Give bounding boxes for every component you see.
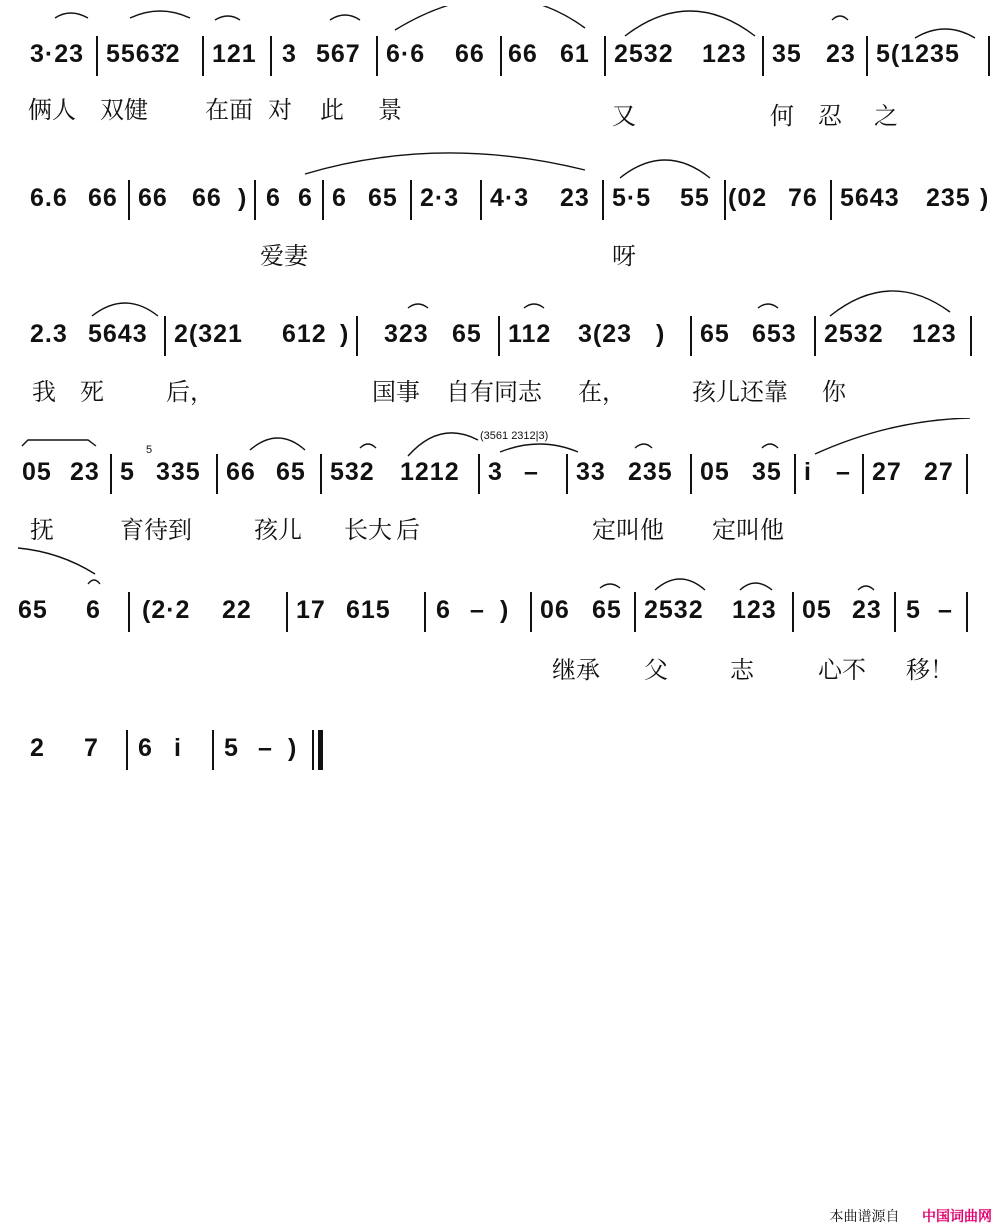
note: 6 [86, 596, 101, 624]
note: 5643 [88, 320, 148, 348]
note: 532 [330, 458, 375, 486]
barline [128, 592, 130, 632]
lyric: 育待到 [120, 516, 192, 544]
lyric: 双健 [100, 96, 148, 124]
barline [322, 180, 324, 220]
barline [530, 592, 532, 632]
note: 1212 [400, 458, 460, 486]
barline [270, 36, 272, 76]
lyric: 忍 [818, 102, 842, 130]
note: 2532 [644, 596, 704, 624]
note: 2.3 [30, 320, 68, 348]
note: 2 [30, 734, 45, 762]
note: 323 [384, 320, 429, 348]
note: 06 [540, 596, 570, 624]
barline [690, 316, 692, 356]
note: 5643 [840, 184, 900, 212]
note: 65 [276, 458, 306, 486]
note: 2·3 [420, 184, 460, 212]
lyric: 继承 [552, 656, 600, 684]
lyric: 移！ [906, 656, 954, 684]
barline [602, 180, 604, 220]
barline [966, 592, 968, 632]
lyric: 你 [822, 378, 846, 406]
barline [312, 730, 314, 770]
barline [566, 454, 568, 494]
note-row-4 [0, 430, 1000, 498]
lyric: 父 [644, 656, 668, 684]
note: 65 [452, 320, 482, 348]
lyric: 孩儿 [254, 516, 302, 544]
note: ) [980, 184, 990, 212]
barline [478, 454, 480, 494]
lyric: 死 [80, 378, 104, 406]
note: 123 [912, 320, 957, 348]
note: 567 [316, 40, 361, 68]
note: i [174, 734, 182, 762]
barline [498, 316, 500, 356]
site-label[interactable]: 中国词曲网 [922, 1209, 992, 1225]
lyric: 俩人 [28, 96, 76, 124]
barline [254, 180, 256, 220]
note: 6.6 [30, 184, 68, 212]
note: 3(23 [578, 320, 633, 348]
barline [794, 454, 796, 494]
barline [320, 454, 322, 494]
note: – [836, 458, 851, 486]
note: 5 [906, 596, 921, 624]
note: 3 [488, 458, 503, 486]
lyric: 定叫他 [712, 516, 784, 544]
grace-notes: (3561 2312|3) [480, 430, 549, 442]
lyric: 后， [166, 378, 214, 406]
note: 123 [702, 40, 747, 68]
lyric: 在面 [205, 96, 253, 124]
note: 22 [222, 596, 252, 624]
lyric: 志 [730, 656, 754, 684]
note: 5 [120, 458, 135, 486]
barline [128, 180, 130, 220]
barline [500, 36, 502, 76]
barline [356, 316, 358, 356]
barline [690, 454, 692, 494]
note: 615 [346, 596, 391, 624]
barline [212, 730, 214, 770]
note-row-2 [0, 184, 1000, 224]
source-label: 本曲谱源自 [829, 1209, 900, 1225]
lyric: 又 [612, 102, 636, 130]
note: (2·2 [142, 596, 191, 624]
note-row-5 [0, 596, 1000, 636]
lyric: 后 [396, 516, 420, 544]
note: 65 [18, 596, 48, 624]
note: ) [288, 734, 298, 762]
note: 23 [560, 184, 590, 212]
footer-credit [830, 1206, 992, 1226]
lyric-row-4 [0, 510, 1000, 542]
barline [164, 316, 166, 356]
note: 65 [368, 184, 398, 212]
note: 05 [802, 596, 832, 624]
note: 2532 [614, 40, 674, 68]
note: 5·5 [612, 184, 652, 212]
note: 76 [788, 184, 818, 212]
barline [410, 180, 412, 220]
note: 6 [332, 184, 347, 212]
note: ) [238, 184, 248, 212]
note: 66 [226, 458, 256, 486]
lyric: 之 [874, 102, 898, 130]
note-row-1 [0, 40, 1000, 80]
lyric: 心不 [818, 656, 866, 684]
barline [424, 592, 426, 632]
note: 66 [508, 40, 538, 68]
note: 66 [138, 184, 168, 212]
barline [202, 36, 204, 76]
note: 6 [266, 184, 281, 212]
note: 66 [455, 40, 485, 68]
note-row-3 [0, 320, 1000, 360]
note: 123 [732, 596, 777, 624]
note: 6 [436, 596, 451, 624]
note: 23 [852, 596, 882, 624]
note: 235 [628, 458, 673, 486]
barline [724, 180, 726, 220]
barline [862, 454, 864, 494]
note: 5563̇2 [106, 40, 181, 68]
grace-note: 5 [146, 444, 153, 456]
note: 27 [924, 458, 954, 486]
note: – [938, 596, 953, 624]
lyric: 爱妻 [260, 242, 308, 270]
lyric-row-2 [0, 236, 1000, 268]
note: 612 [282, 320, 327, 348]
barline [604, 36, 606, 76]
barline [830, 180, 832, 220]
barline [814, 316, 816, 356]
lyric: 在， [578, 378, 626, 406]
note: 5 [224, 734, 239, 762]
barline [480, 180, 482, 220]
note: 66 [192, 184, 222, 212]
note: 27 [872, 458, 902, 486]
barline [988, 36, 990, 76]
barline [376, 36, 378, 76]
note: 35 [772, 40, 802, 68]
note: 6 [138, 734, 153, 762]
barline [634, 592, 636, 632]
note: 05 [700, 458, 730, 486]
note: ) [340, 320, 350, 348]
lyric: 国事 [372, 378, 420, 406]
lyric: 定叫他 [592, 516, 664, 544]
lyric: 孩儿还靠 [692, 378, 788, 406]
barline [286, 592, 288, 632]
note: (02 [728, 184, 768, 212]
note: 61 [560, 40, 590, 68]
note: 23 [826, 40, 856, 68]
barline [970, 316, 972, 356]
barline [216, 454, 218, 494]
note: 3 [282, 40, 297, 68]
note: 335 [156, 458, 201, 486]
note: 6·6 [386, 40, 426, 68]
lyric: 何 [770, 102, 794, 130]
note: 33 [576, 458, 606, 486]
note: 6 [298, 184, 313, 212]
barline [866, 36, 868, 76]
final-barline [318, 730, 323, 770]
note: 23 [70, 458, 100, 486]
note: – [258, 734, 273, 762]
note: 2(321 [174, 320, 243, 348]
lyric: 抚 [30, 516, 54, 544]
barline [110, 454, 112, 494]
note: 112 [508, 320, 552, 348]
note: ) [656, 320, 666, 348]
note: 2532 [824, 320, 884, 348]
note: 653 [752, 320, 797, 348]
note: 05 [22, 458, 52, 486]
note: 235 [926, 184, 971, 212]
lyric: 呀 [612, 242, 636, 270]
lyric: 自有同志 [446, 378, 542, 406]
barline [96, 36, 98, 76]
lyric: 景 [378, 96, 402, 124]
note: 4·3 [490, 184, 530, 212]
note: 65 [700, 320, 730, 348]
lyric: 长大 [344, 516, 392, 544]
note: – [470, 596, 485, 624]
lyric: 我 [32, 378, 56, 406]
note: 55 [680, 184, 710, 212]
lyric-row-1 [0, 90, 1000, 130]
note: i [804, 458, 812, 486]
note: ) [500, 596, 510, 624]
note: 17 [296, 596, 326, 624]
note: 3·23 [30, 40, 85, 68]
note: 7 [84, 734, 99, 762]
note: 5(1235 [876, 40, 960, 68]
lyric-row-5 [0, 650, 1000, 682]
note: 121 [212, 40, 257, 68]
barline [894, 592, 896, 632]
barline [762, 36, 764, 76]
note-row-6 [0, 734, 1000, 774]
note: 35 [752, 458, 782, 486]
note: 65 [592, 596, 622, 624]
note: – [524, 458, 539, 486]
note: 66 [88, 184, 118, 212]
lyric-row-3 [0, 372, 1000, 404]
lyric: 此 [320, 96, 344, 124]
barline [126, 730, 128, 770]
barline [792, 592, 794, 632]
lyric: 对 [268, 96, 292, 124]
barline [966, 454, 968, 494]
